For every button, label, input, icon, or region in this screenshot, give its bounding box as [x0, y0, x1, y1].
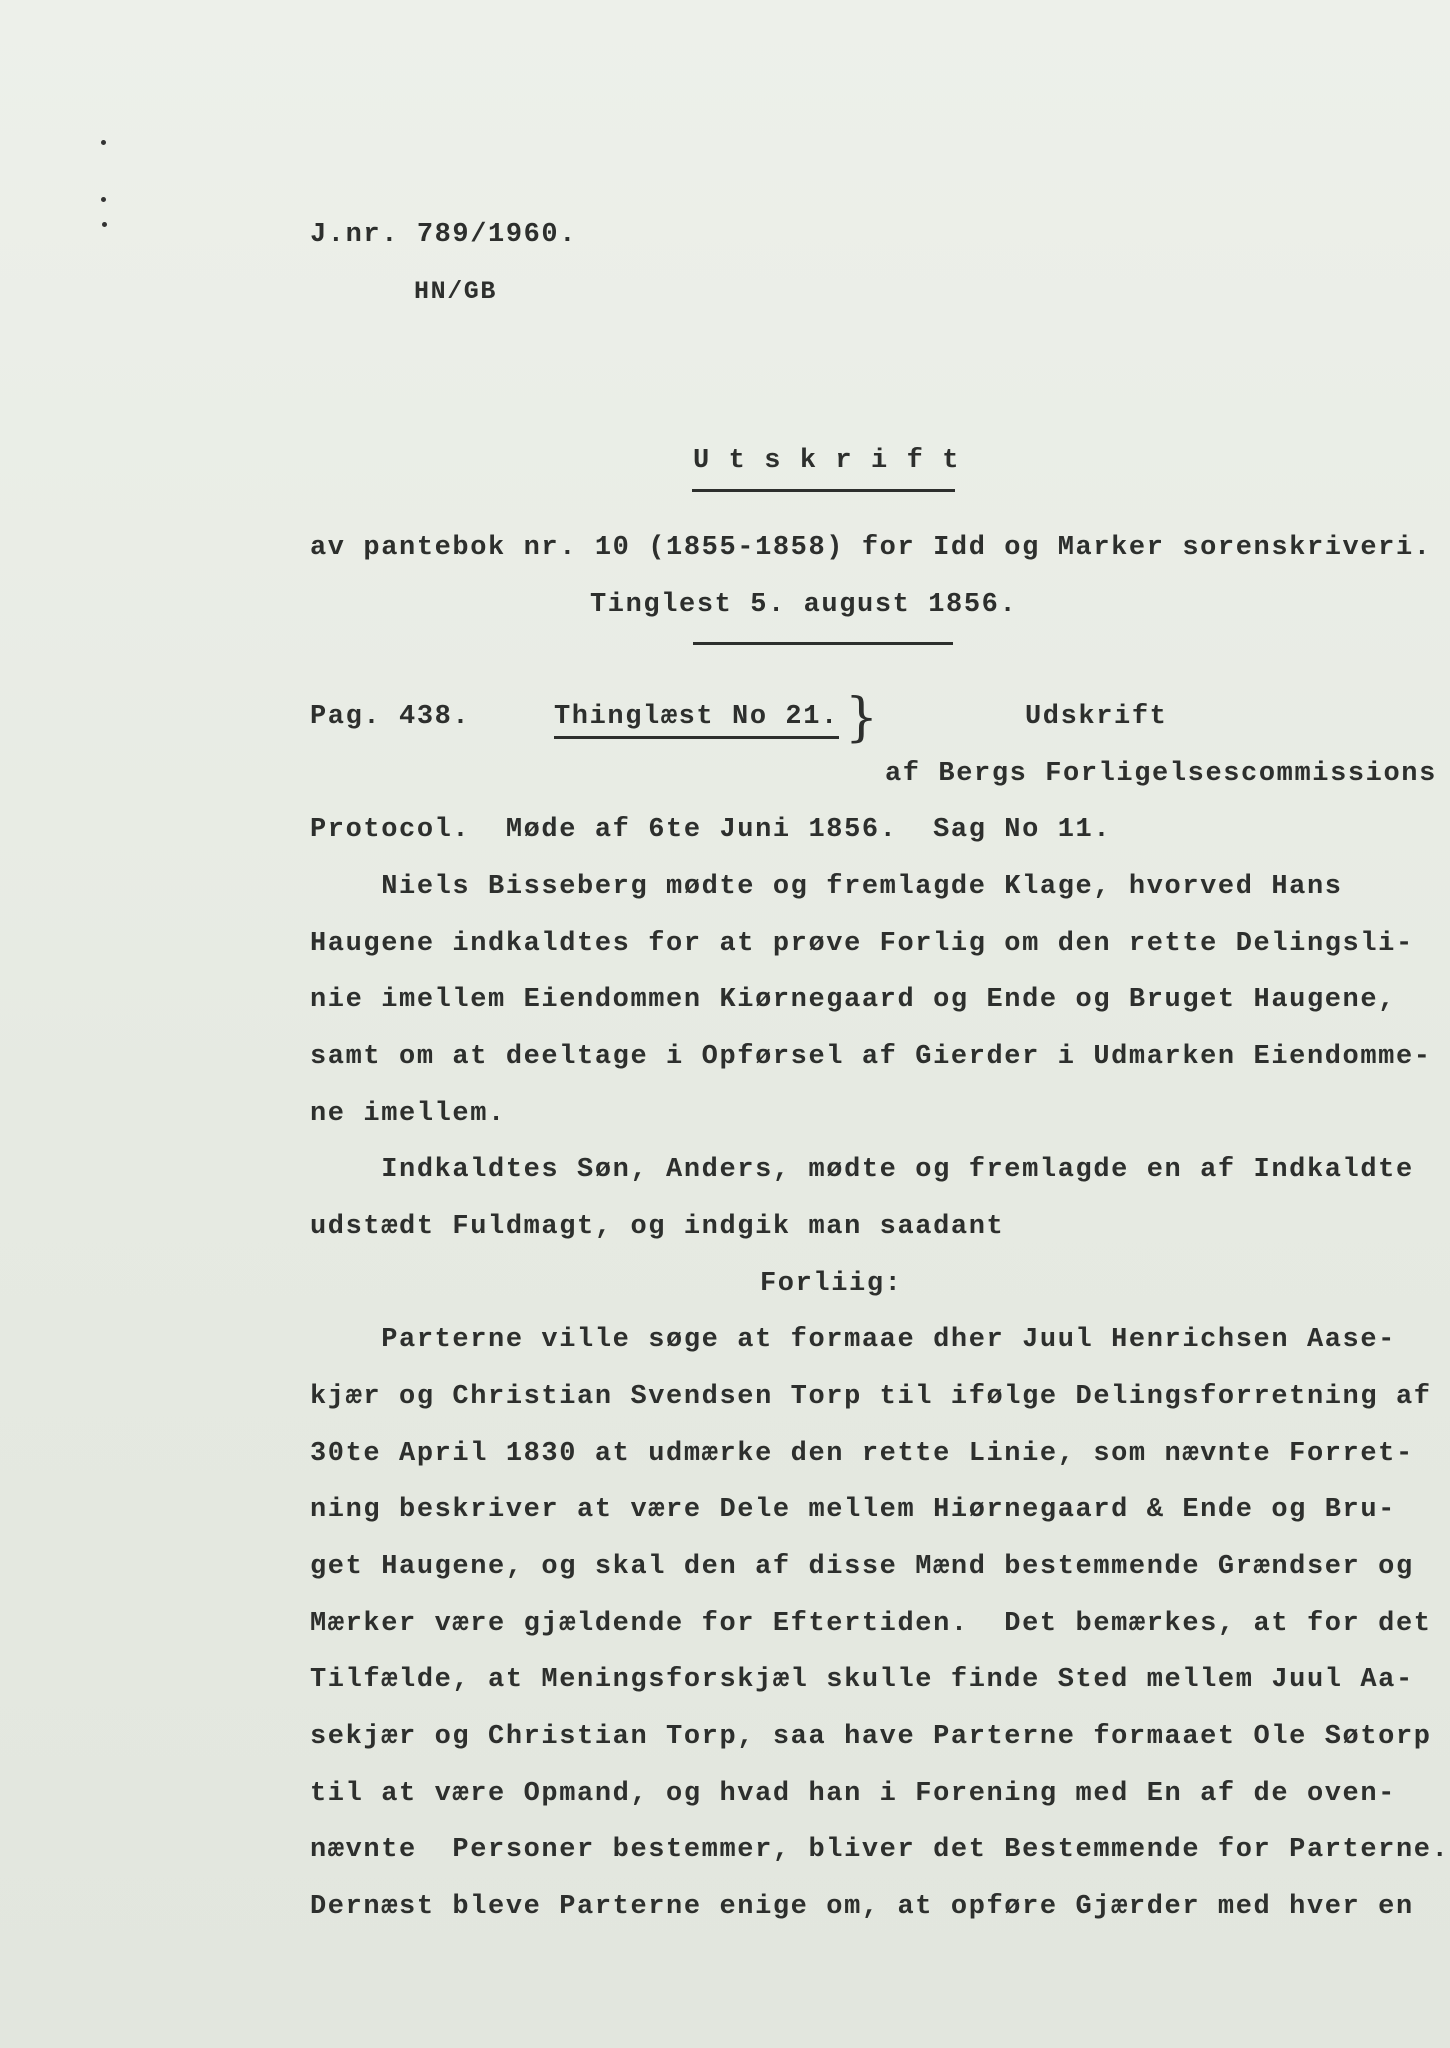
protocol-line: Protocol. Møde af 6te Juni 1856. Sag No 11.: [310, 815, 1112, 845]
body-line: 30te April 1830 at udmærke den rette Linie, som nævnte Forret-: [310, 1439, 1414, 1469]
punch-mark: [101, 140, 106, 145]
commission-line: af Bergs Forligelsescommissions: [885, 759, 1437, 789]
date-underline: [693, 642, 953, 645]
body-line: nie imellem Eiendommen Kiørnegaard og Ende og Bruget Haugene,: [310, 985, 1396, 1015]
udskrift-label: Udskrift: [1025, 702, 1168, 732]
punch-mark: [102, 222, 107, 227]
title-underline: [692, 489, 955, 492]
body-line: kjær og Christian Svendsen Torp til ifølge Delingsforretning af: [310, 1382, 1432, 1412]
body-line: Tilfælde, at Meningsforskjæl skulle finde Sted mellem Juul Aa-: [310, 1665, 1414, 1695]
body-line: Mærker være gjældende for Eftertiden. Det bemærkes, at for det: [310, 1609, 1432, 1639]
journal-number: J.nr. 789/1960.: [310, 220, 578, 250]
punch-mark: [101, 197, 106, 202]
body-line: get Haugene, og skal den af disse Mænd bestemmende Grændser og: [310, 1552, 1414, 1582]
body-line: udstædt Fuldmagt, og indgik man saadant: [310, 1212, 1005, 1242]
initials: HN/GB: [414, 277, 498, 306]
page-reference: Pag. 438.: [310, 702, 471, 732]
body-line: sekjær og Christian Torp, saa have Parterne formaaet Ole Søtorp: [310, 1722, 1432, 1752]
body-line: ning beskriver at være Dele mellem Hiørnegaard & Ende og Bru-: [310, 1495, 1396, 1525]
body-line: Dernæst bleve Parterne enige om, at opføre Gjærder med hver en: [310, 1892, 1414, 1922]
body-line: Indkaldtes Søn, Anders, mødte og fremlagde en af Indkaldte: [310, 1155, 1414, 1185]
body-line: Haugene indkaldtes for at prøve Forlig om den rette Delingsli-: [310, 929, 1414, 959]
body-line: Parterne ville søge at formaae dher Juul Henrichsen Aase-: [310, 1325, 1396, 1355]
body-line: ne imellem.: [310, 1099, 506, 1129]
date-line: Tinglest 5. august 1856.: [590, 590, 1018, 620]
body-line: Niels Bisseberg mødte og fremlagde Klage, hvorved Hans: [310, 872, 1343, 902]
body-line: nævnte Personer bestemmer, bliver det Bestemmende for Parterne.: [310, 1835, 1450, 1865]
body-line: samt om at deeltage i Opførsel af Gierder i Udmarken Eiendomme-: [310, 1042, 1432, 1072]
register-number-text: Thinglæst No 21.: [554, 702, 839, 739]
source-line: av pantebok nr. 10 (1855-1858) for Idd og Marker sorenskriveri.: [310, 533, 1432, 563]
brace-symbol: }: [845, 688, 879, 748]
register-number: [554, 700, 839, 734]
body-line: til at være Opmand, og hvad han i Forening med En af de oven-: [310, 1779, 1396, 1809]
document-title: U t s k r i f t: [693, 446, 961, 476]
forlig-heading: Forliig:: [760, 1269, 903, 1299]
